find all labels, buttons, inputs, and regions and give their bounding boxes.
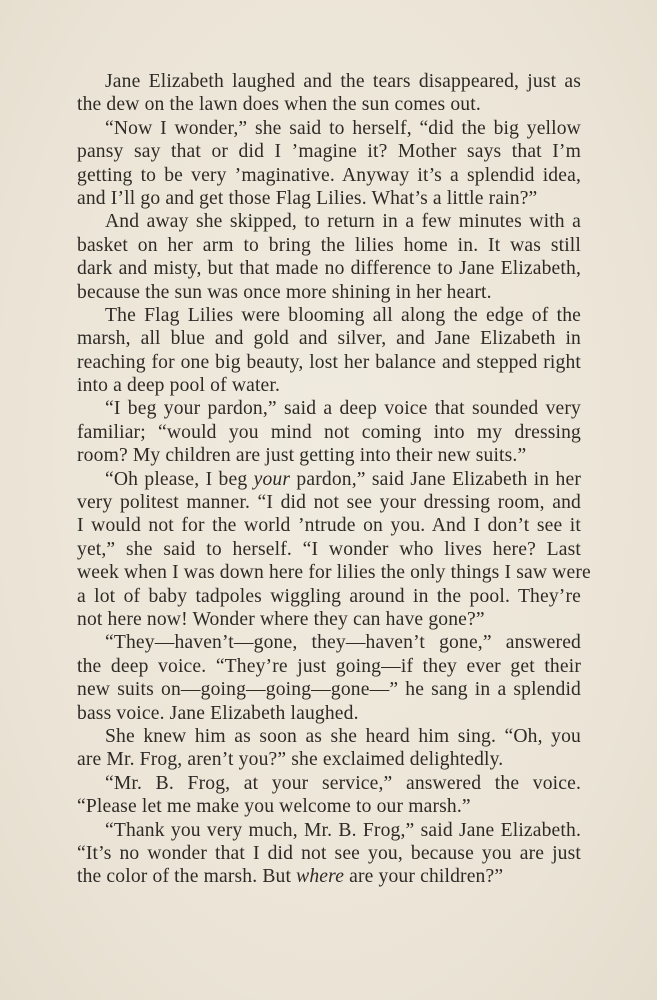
text-line: getting to be very ’maginative. Anyway it’s a splendid idea, <box>77 164 581 186</box>
text-line: “I beg your pardon,” said a deep voice that sounded very <box>105 398 581 420</box>
text-fragment: the color of the marsh. But <box>77 866 297 888</box>
text-line: and I’ll go and get those Flag Lilies. What’s a little rain?” <box>77 187 538 209</box>
text-line: yet,” she said to herself. “I wonder who lives here? Last <box>77 538 581 560</box>
text-line: room? My children are just getting into their new suits.” <box>77 445 527 467</box>
text-line <box>77 468 581 491</box>
text-fragment: pardon,” said Jane Elizabeth in her <box>290 468 581 490</box>
text-line: “It’s no wonder that I did not see you, because you are just <box>77 842 581 864</box>
text-line: “Mr. B. Frog, at your service,” answered the voice. <box>105 772 581 794</box>
text-line: The Flag Lilies were blooming all along the edge of the <box>105 304 581 326</box>
text-line: not here now! Wonder where they can have gone?” <box>77 608 485 630</box>
text-line: And away she skipped, to return in a few minutes with a <box>105 211 581 233</box>
text-line: She knew him as soon as she heard him sing. “Oh, you <box>105 725 581 747</box>
text-line: “Thank you very much, Mr. B. Frog,” said Jane Elizabeth. <box>105 819 581 841</box>
text-line: familiar; “would you mind not coming into my dressing <box>77 421 581 443</box>
text-line: Jane Elizabeth laughed and the tears disappeared, just as <box>105 71 581 92</box>
text-line: are Mr. Frog, aren’t you?” she exclaimed delightedly. <box>77 749 504 771</box>
text-line: because the sun was once more shining in her heart. <box>77 281 492 303</box>
text-line: marsh, all blue and gold and silver, and Jane Elizabeth in <box>77 328 581 350</box>
text-line: reaching for one big beauty, lost her balance and stepped right <box>77 351 581 373</box>
text-line: bass voice. Jane Elizabeth laughed. <box>77 702 359 724</box>
body-text <box>77 70 591 889</box>
text-line: into a deep pool of water. <box>77 375 281 397</box>
text-line: new suits on—going—going—gone—” he sang in a splendid <box>77 679 581 701</box>
italic-word: your <box>253 468 291 490</box>
text-line: a lot of baby tadpoles wiggling around in the pool. They’re <box>77 585 581 607</box>
text-fragment: “Oh please, I beg <box>105 468 254 490</box>
text-line: very politest manner. “I did not see your dressing room, and <box>77 492 581 514</box>
text-line: the dew on the lawn does when the sun comes out. <box>77 94 481 116</box>
italic-word: where <box>296 866 345 888</box>
text-line: I would not for the world ’ntrude on you. And I don’t see it <box>77 515 581 537</box>
text-line: “They—haven’t—gone, they—haven’t gone,” answered <box>105 632 581 654</box>
text-line: “Please let me make you welcome to our marsh.” <box>77 796 471 818</box>
text-line: the deep voice. “They’re just going—if they ever get their <box>77 655 581 677</box>
text-fragment: are your children?” <box>344 866 504 888</box>
text-line: week when I was down here for lilies the only things I saw were <box>77 562 591 584</box>
text-line: dark and misty, but that made no difference to Jane Elizabeth, <box>77 258 581 280</box>
text-line: basket on her arm to bring the lilies home in. It was still <box>77 234 581 256</box>
text-line: “Now I wonder,” she said to herself, “did the big yellow <box>105 117 581 139</box>
text-line <box>77 865 581 888</box>
text-line: pansy say that or did I ’magine it? Mother says that I’m <box>77 141 581 163</box>
